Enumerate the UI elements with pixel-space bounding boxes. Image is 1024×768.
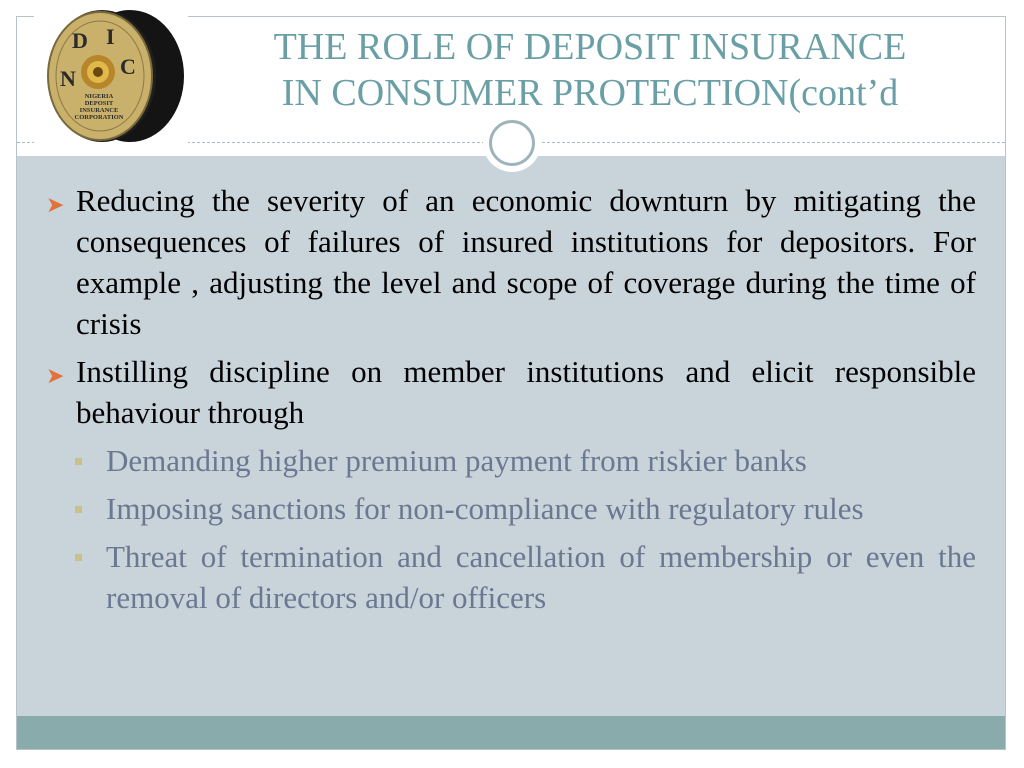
- sub-bullet-item: [106, 536, 976, 618]
- logo-text-line: INSURANCE: [79, 107, 119, 114]
- sub-bullet-item: [106, 488, 976, 529]
- slide-content: [46, 180, 976, 625]
- logo-text-line: NIGERIA: [84, 93, 114, 100]
- logo-letter-c: C: [120, 54, 136, 79]
- bullet-item: [46, 351, 976, 433]
- title-line-1: THE ROLE OF DEPOSIT INSURANCE: [273, 26, 907, 68]
- bullet-text: Reducing the severity of an economic downturn by mitigating the consequences of failures of insured institutions for depositors. For example , adjusting the level and scope of coverage during the time of crisis: [76, 183, 976, 341]
- sub-bullet-text: Imposing sanctions for non-compliance with regulatory rules: [106, 491, 864, 526]
- sub-bullet-text: Demanding higher premium payment from riskier banks: [106, 443, 807, 478]
- logo-letter-i: I: [106, 24, 115, 49]
- logo-letter-n: N: [60, 66, 76, 91]
- sub-bullet-item: [106, 440, 976, 481]
- square-bullet-icon: [75, 458, 82, 465]
- arrow-bullet-icon: ➤: [46, 363, 65, 388]
- square-bullet-icon: [75, 554, 82, 561]
- logo-text-line: CORPORATION: [74, 114, 124, 121]
- logo-letter-d: D: [72, 28, 88, 53]
- ndic-logo: [40, 8, 186, 144]
- circle-divider-ring: [489, 120, 535, 166]
- slide-title: [200, 24, 980, 116]
- logo-text-line: DEPOSIT: [84, 100, 114, 107]
- bullet-text: Instilling discipline on member institutions and elicit responsible behaviour through: [76, 354, 976, 430]
- gear-icon: [81, 55, 115, 89]
- sub-bullet-text: Threat of termination and cancellation of membership or even the removal of directors and/or officers: [106, 539, 976, 615]
- square-bullet-icon: [75, 506, 82, 513]
- arrow-bullet-icon: ➤: [46, 192, 65, 217]
- title-line-2: IN CONSUMER PROTECTION(cont’d: [281, 72, 899, 114]
- bullet-item: [46, 180, 976, 344]
- footer-bar: [17, 716, 1005, 749]
